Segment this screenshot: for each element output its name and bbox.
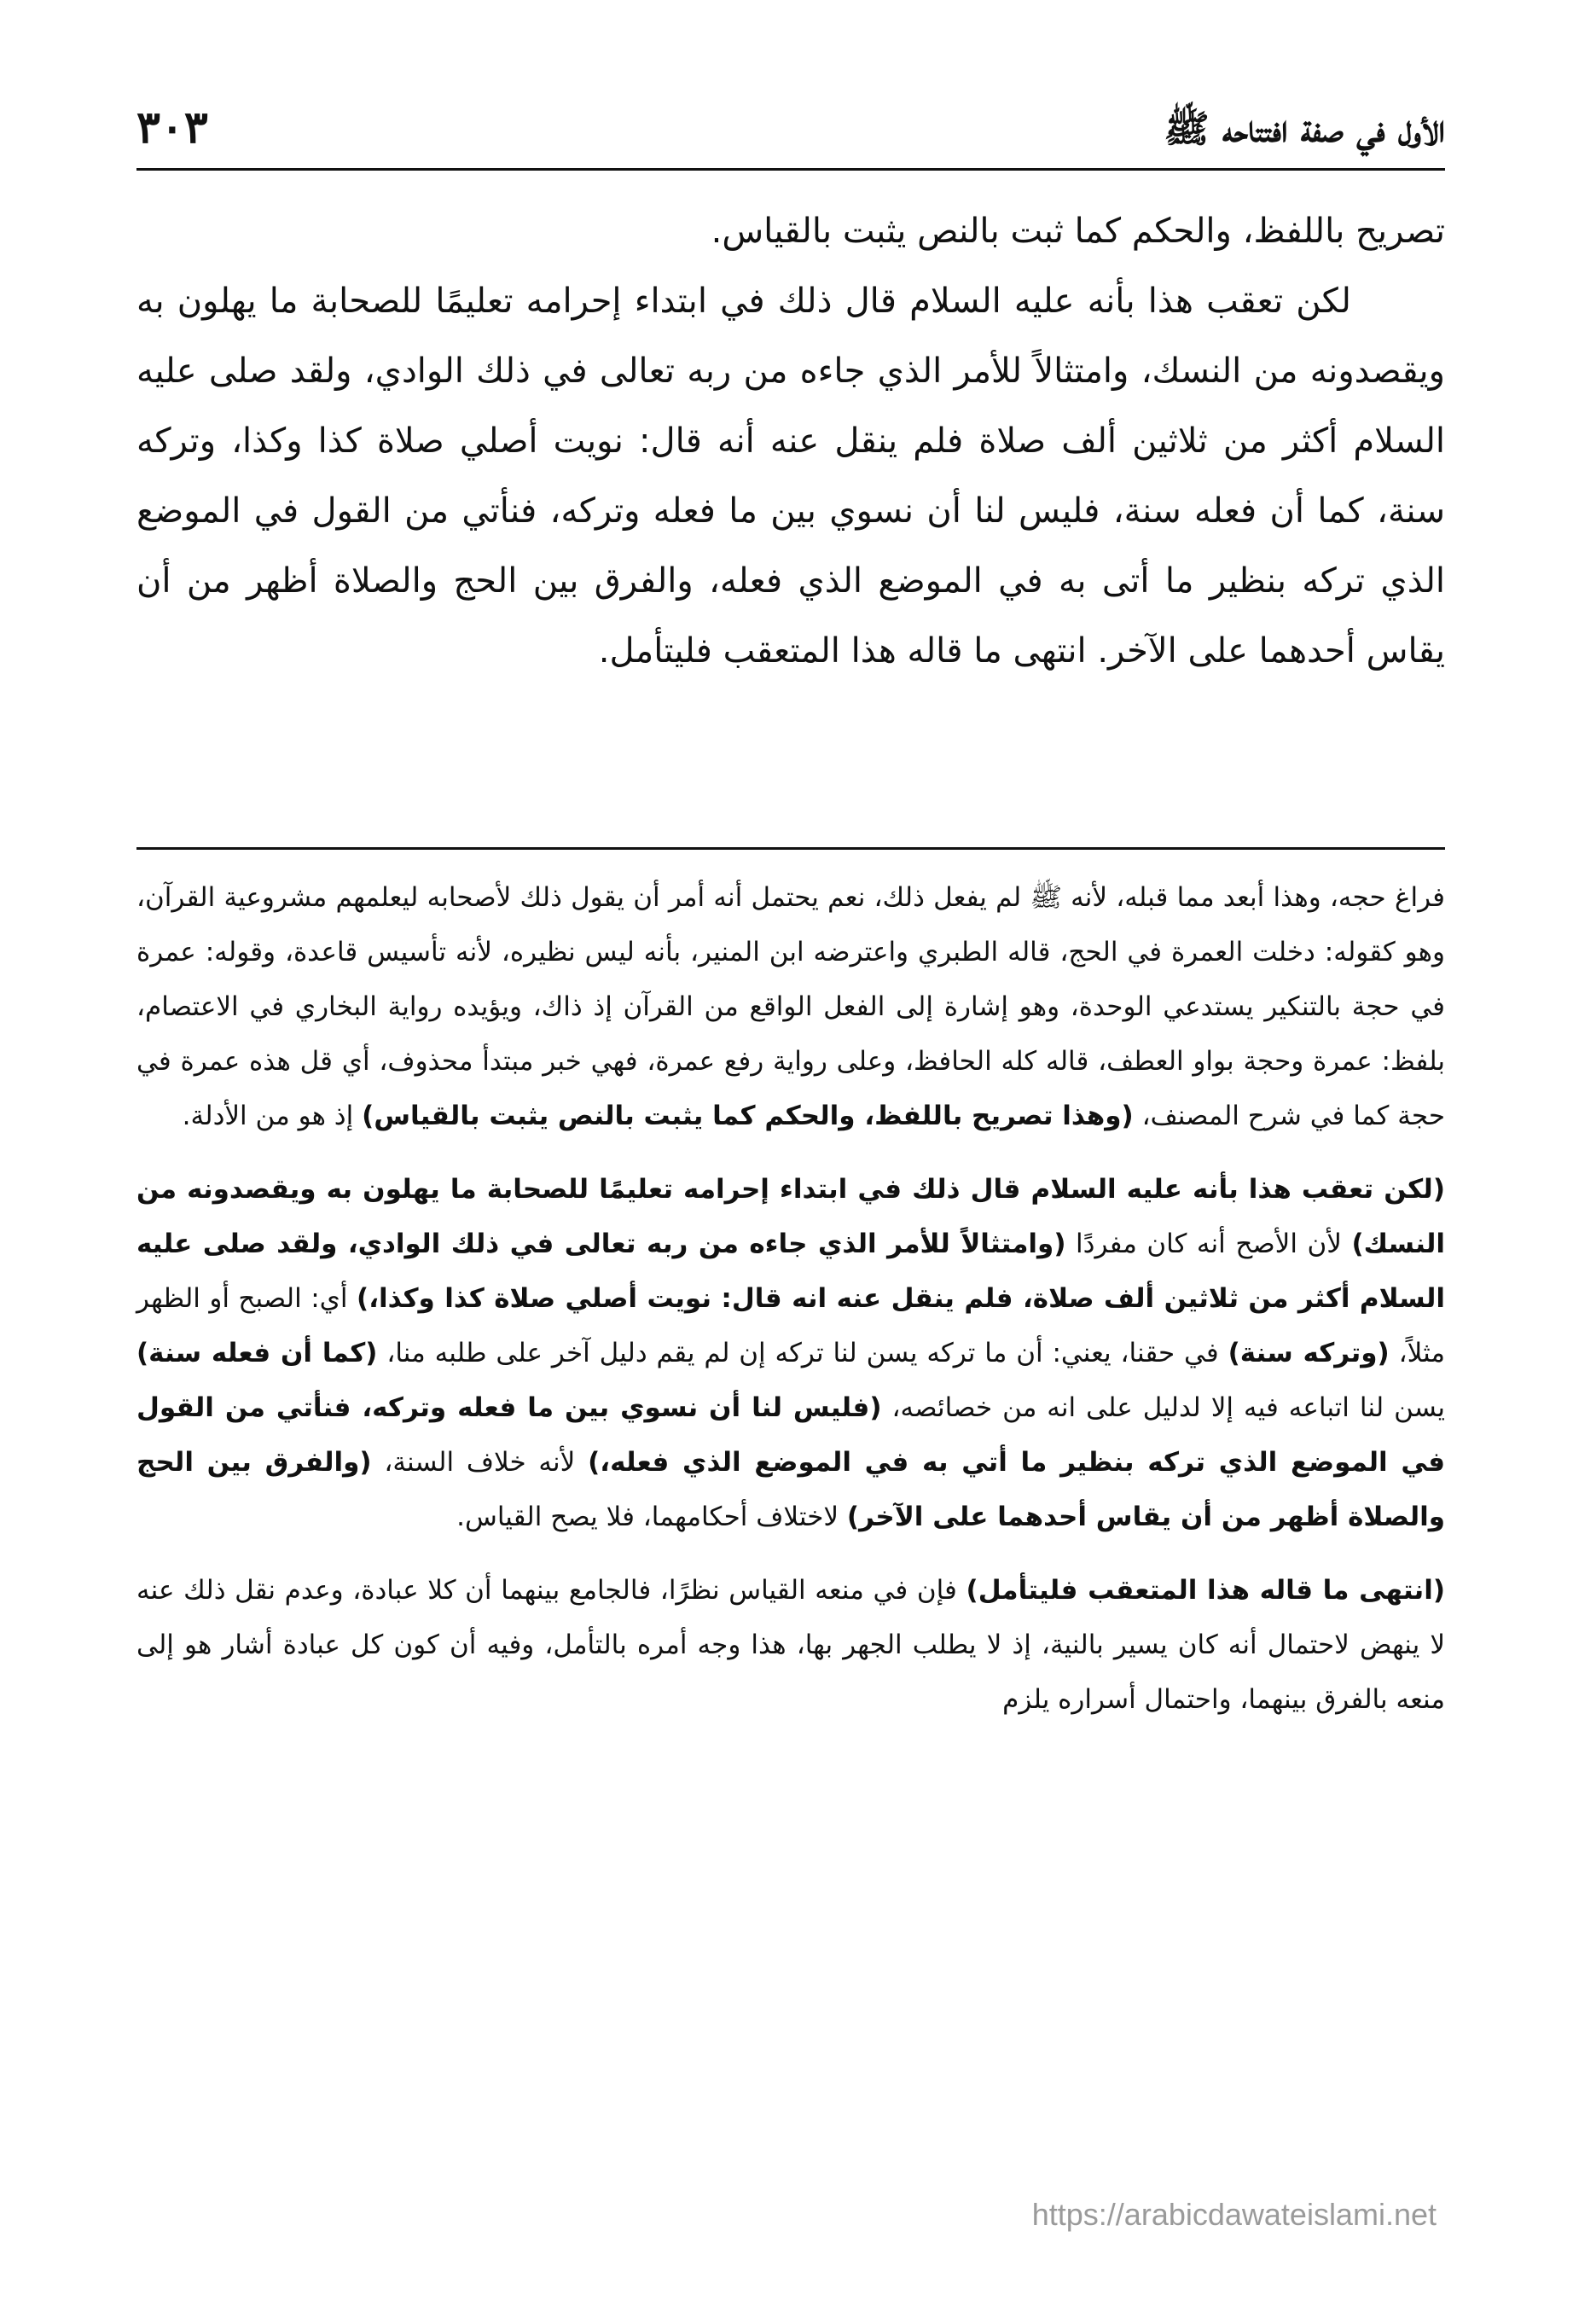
commentary-text: لأنه خلاف السنة، [384, 1447, 576, 1478]
commentary-text: لاختلاف أحكامهما، فلا يصح القياس. [456, 1502, 839, 1532]
running-title: الأول في صفة افتتاحه ﷺ [1164, 107, 1445, 151]
page-header [136, 101, 1445, 167]
commentary-text: لأن الأصح أنه كان مفردًا [1076, 1229, 1342, 1259]
header-rule [136, 168, 1445, 171]
watermark-url: https://arabicdawateislami.net [1031, 2197, 1437, 2232]
commentary-paragraph [136, 870, 1445, 1143]
quoted-text: (والفرق بين الحج والصلاة أظهر من أن يقاس أحدهما على الآخر) [136, 1447, 1445, 1532]
quoted-text: (لكن تعقب هذا بأنه عليه السلام قال ذلك في ابتداء إحرامه تعليمًا للصحابة ما يهلون به ويقصدونه من النسك) [136, 1174, 1445, 1259]
commentary-text: في حقنا، يعني: أن ما تركه يسن لنا تركه إن لم يقم دليل آخر على طلبه منا، [386, 1338, 1219, 1368]
commentary-text: فإن في منعه القياس نظرًا، فالجامع بينهما أن كلا عبادة، وعدم نقل ذلك عنه لا ينهض لاحتمال أنه كان يسير بالنية، إذ لا يطلب الجهر بها، هذا وجه أمره بالتأمل، وفيه أن كون كل عبادة أشار هو إلى منعه بالفرق بينهما، واحتمال أسراره يلزم [136, 1575, 1445, 1715]
commentary-paragraph [136, 1162, 1445, 1544]
quoted-text: (فليس لنا أن نسوي بين ما فعله وتركه، فنأتي من القول في الموضع الذي تركه بنظير ما أتي به في الموضع الذي فعله،) [136, 1392, 1445, 1478]
main-paragraph: لكن تعقب هذا بأنه عليه السلام قال ذلك في ابتداء إحرامه تعليمًا للصحابة ما يهلون به ويقصدونه من النسك، وامتثالاً للأمر الذي جاءه من ربه تعالى في ذلك الوادي، ولقد صلى عليه السلام أكثر من ثلاثين ألف صلاة فلم ينقل عنه أنه قال: نويت أصلي صلاة كذا وكذا، وتركه سنة، كما أن فعله سنة، فليس لنا أن نسوي بين ما فعله وتركه، فنأتي من القول في الموضع الذي تركه بنظير ما أتى به في الموضع الذي فعله، والفرق بين الحج والصلاة أظهر من أن يقاس أحدهما على الآخر. انتهى ما قاله هذا المتعقب فليتأمل. [136, 282, 1445, 671]
main-paragraph: تصريح باللفظ، والحكم كما ثبت بالنص يثبت بالقياس. [711, 212, 1445, 251]
commentary-text: فراغ حجه، وهذا أبعد مما قبله، لأنه ﷺ لم يفعل ذلك، نعم يحتمل أنه أمر أن يقول ذلك لأصحابه ليعلمهم مشروعية القرآن، وهو كقوله: دخلت العمرة في الحج، قاله الطبري واعترضه ابن المنير، بأنه ليس نظيره، لأنه تأسيس قاعدة، وقوله: عمرة في حجة بالتنكير يستدعي الوحدة، وهو إشارة إلى الفعل الواقع من القرآن إذ ذاك، ويؤيده رواية البخاري في الاعتصام، بلفظ: عمرة وحجة بواو العطف، قاله كله الحافظ، وعلى رواية رفع عمرة، فهي خبر مبتدأ محذوف، أي قل هذه عمرة في حجة كما في شرح المصنف، [136, 882, 1445, 1131]
commentary-text: إذ هو من الأدلة. [182, 1101, 354, 1131]
page-number: ٣٠٣ [136, 102, 208, 154]
quoted-text: (وامتثالاً للأمر الذي جاءه من ربه تعالى في ذلك الوادي، ولقد صلى عليه السلام أكثر من ثلاثين ألف صلاة، فلم ينقل عنه انه قال: نويت أصلي صلاة كذا وكذا،) [136, 1229, 1445, 1314]
quoted-text: (وهذا تصريح باللفظ، والحكم كما يثبت بالنص يثبت بالقياس) [362, 1101, 1134, 1131]
commentary [136, 870, 1445, 1746]
text-separator-rule [136, 847, 1445, 850]
commentary-text: أي: الصبح أو الظهر مثلاً، [136, 1283, 1446, 1368]
commentary-paragraph [136, 1563, 1445, 1727]
quoted-text: (انتهى ما قاله هذا المتعقب فليتأمل) [966, 1575, 1445, 1606]
commentary-text: يسن لنا اتباعه فيه إلا لدليل على انه من خصائصه، [891, 1392, 1446, 1423]
main-text [136, 196, 1445, 686]
quoted-text: (وتركه سنة) [1228, 1338, 1390, 1368]
quoted-text: (كما أن فعله سنة) [136, 1338, 378, 1368]
